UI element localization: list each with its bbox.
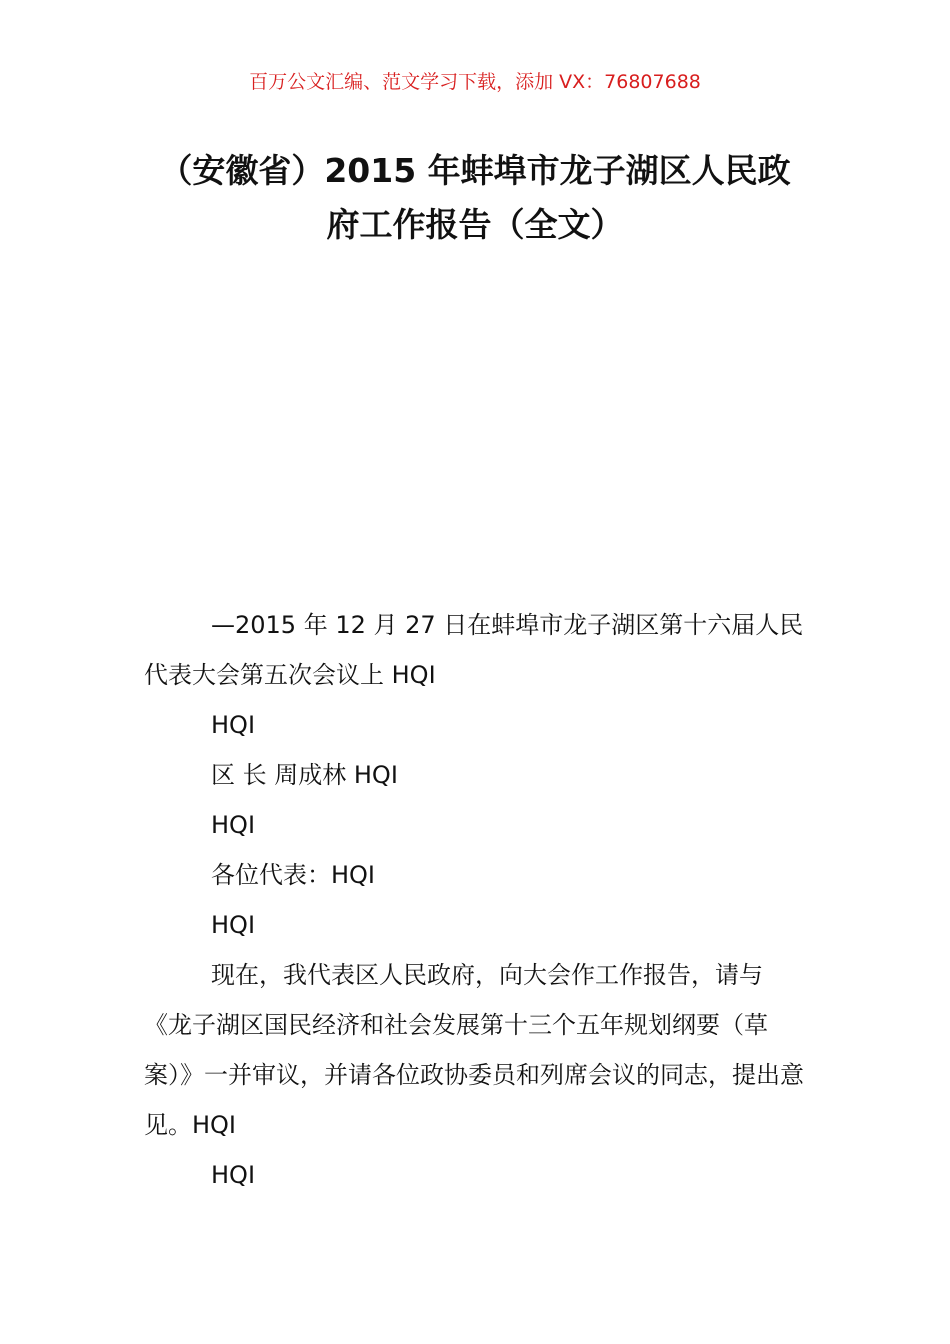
document-body: [144, 600, 808, 1200]
paragraph: HQI: [211, 811, 256, 839]
paragraph: HQI: [211, 911, 256, 939]
paragraph-speaker: 区 长 周成林 HQI: [211, 761, 398, 789]
paragraph-dateline: —2015 年 12 月 27 日在蚌埠市龙子湖区第十六届人民代表大会第五次会议上 HQI: [144, 611, 804, 689]
title-line-2: 府工作报告（全文）: [326, 205, 624, 244]
header-note: 百万公文汇编、范文学习下载，添加 VX：76807688: [249, 71, 701, 93]
title-line-1: （安徽省）2015 年蚌埠市龙子湖区人民政: [159, 151, 791, 190]
document-title: [120, 144, 830, 252]
paragraph: HQI: [211, 1161, 256, 1189]
paragraph-salutation: 各位代表：HQI: [211, 861, 376, 889]
paragraph: HQI: [211, 711, 256, 739]
paragraph-intro: 现在，我代表区人民政府，向大会作工作报告，请与《龙子湖区国民经济和社会发展第十三个五年规划纲要（草案）》一并审议，并请各位政协委员和列席会议的同志，提出意见。HQI: [144, 961, 804, 1139]
